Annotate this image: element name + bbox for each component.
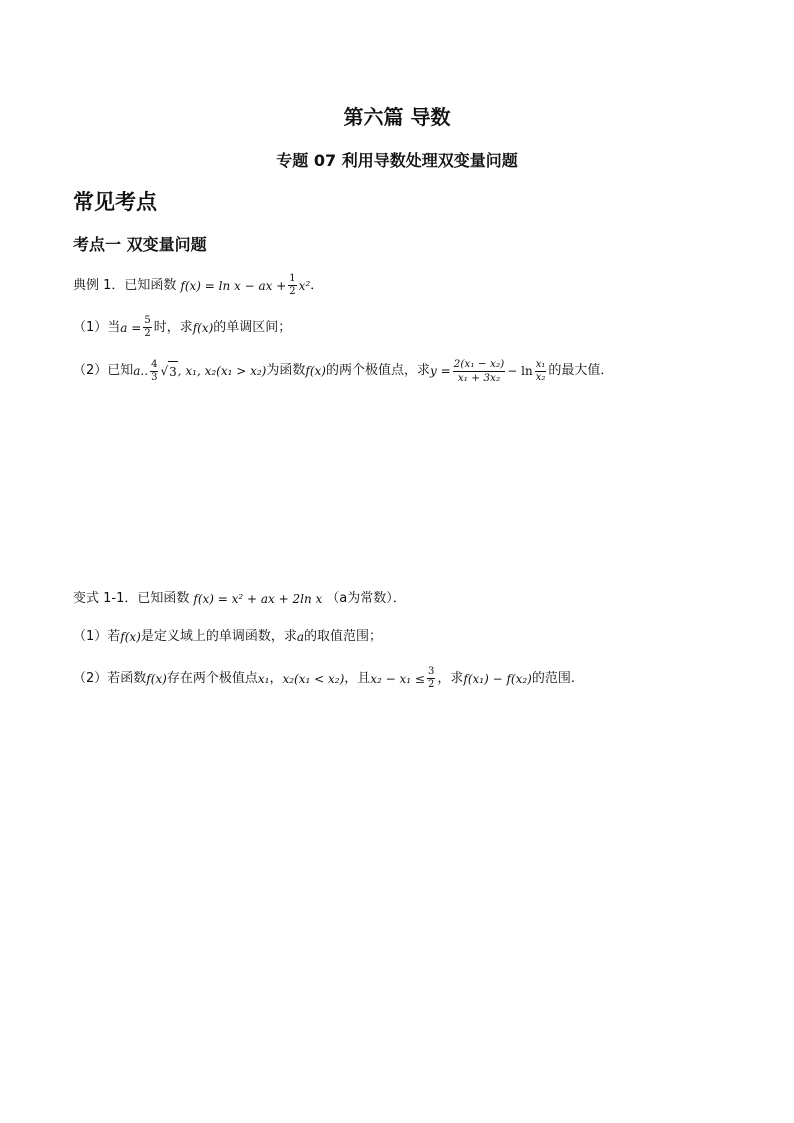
fraction-denominator: x₁ + 3x₂: [457, 371, 501, 384]
q2-prefix: （2）已知: [73, 363, 134, 378]
v1q2-mid: 存在两个极值点: [166, 670, 258, 686]
v1q1-a: a: [296, 630, 305, 644]
v1q2-prefix: （2）若函数: [73, 670, 147, 686]
v1q1-mid: 是定义域上的单调函数，求: [140, 629, 297, 644]
v1q2-x2: x₂(x₁ < x₂): [282, 671, 345, 686]
section-heading: 常见考点: [73, 190, 157, 214]
v1q2-fx: f(x): [146, 671, 167, 686]
q1-suffix: 的单调区间；: [213, 319, 292, 335]
v1q2-suffix: 的范围.: [531, 670, 575, 686]
v1q2-mid3: ，求: [437, 670, 464, 686]
q1-a-eq: a =: [120, 320, 142, 335]
fraction-numerator: 3: [427, 666, 435, 677]
v1q1-fx: f(x): [120, 630, 141, 644]
variant1-statement: [73, 589, 406, 609]
q2-four-thirds: [150, 360, 158, 383]
q1-five-halves: [143, 316, 151, 339]
kaodian-heading: 考点一 双变量问题: [73, 235, 207, 254]
example1-statement: [73, 274, 323, 297]
q2-ratio-fraction: [453, 359, 506, 383]
fraction-denominator: 2: [289, 286, 296, 297]
example1-question2: [73, 359, 613, 383]
v1q1-suffix: 的取值范围；: [304, 629, 383, 644]
q2-condition: a..: [133, 364, 149, 378]
v1q1-prefix: （1）若: [73, 629, 121, 644]
fraction-numerator: 5: [144, 315, 151, 326]
q2-minus-ln: − ln: [507, 364, 533, 378]
q2-y-eq: y =: [429, 364, 451, 378]
fraction-numerator: x₁: [535, 358, 546, 370]
example1-period: ．: [310, 277, 324, 293]
q1-mid: 时，求: [153, 319, 193, 335]
example1-function: f(x) = ln x − ax +: [180, 278, 287, 293]
sqrt-radicand: 3: [168, 361, 178, 382]
q2-mid2: 的两个极值点，求: [325, 363, 430, 378]
q2-vars: , x₁, x₂(x₁ > x₂): [177, 364, 267, 378]
variant1-note: （a为常数）．: [326, 591, 406, 606]
variant1-question2: [73, 667, 575, 690]
fraction-denominator: 3: [151, 371, 158, 383]
fraction-numerator: 4: [151, 358, 158, 370]
chapter-title: 第六篇 导数: [343, 105, 451, 129]
example1-x-squared: x²: [298, 278, 311, 293]
v1q2-x1: x₁: [257, 671, 270, 686]
fraction-denominator: 2: [144, 328, 151, 339]
variant1-question1: [73, 627, 382, 647]
v1q2-three-halves: [427, 667, 435, 690]
v1q2-inequality: x₂ − x₁ ≤: [370, 671, 425, 686]
q2-fx: f(x): [305, 364, 326, 378]
example1-question1: [73, 316, 291, 339]
q1-fx: f(x): [192, 320, 214, 335]
example1-intro: 典例 1．已知函数: [73, 277, 177, 293]
fraction-numerator: 1: [289, 273, 296, 284]
v1q2-expression: f(x₁) − f(x₂): [463, 671, 532, 686]
q2-mid: 为函数: [266, 363, 306, 378]
q2-ln-fraction: [535, 360, 547, 383]
example1-half-fraction: [288, 274, 296, 297]
topic-title: 专题 07 利用导数处理双变量问题: [276, 151, 518, 170]
q1-prefix: （1）当: [73, 319, 121, 335]
variant1-intro: 变式 1-1．已知函数: [73, 591, 190, 606]
sqrt-three: √ 3: [160, 361, 177, 382]
q2-suffix: 的最大值．: [548, 363, 614, 378]
fraction-denominator: x₂: [535, 371, 546, 383]
fraction-denominator: 2: [427, 679, 435, 690]
variant1-function: f(x) = x² + ax + 2ln x: [193, 592, 323, 606]
v1q2-comma: ，: [269, 670, 283, 686]
v1q2-mid2: ，且: [344, 670, 371, 686]
fraction-numerator: 2(x₁ − x₂): [453, 358, 505, 370]
